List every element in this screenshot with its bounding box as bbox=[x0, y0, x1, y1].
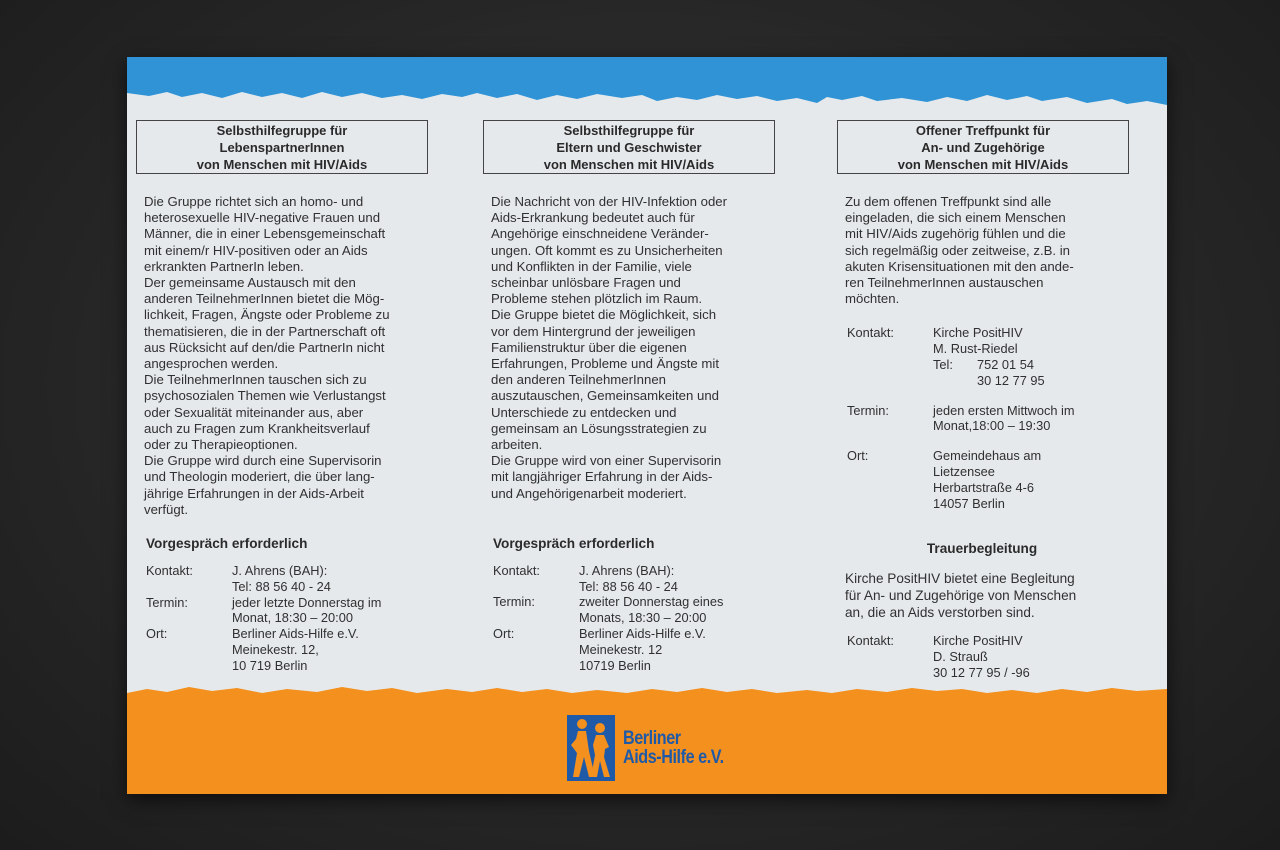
text-line: jährige Erfahrungen in der Aids-Arbeit bbox=[144, 485, 364, 501]
title-line: Selbsthilfegruppe für bbox=[216, 122, 348, 138]
kontakt-value bbox=[933, 633, 1133, 680]
column-lebenspartner bbox=[136, 120, 456, 674]
text-line: vor dem Hintergrund der jeweiligen bbox=[491, 323, 696, 339]
text-line: und Angehörigenarbeit moderiert. bbox=[491, 485, 687, 501]
logo-line: Berliner bbox=[623, 728, 681, 749]
text-line: scheinbar unlösbare Fragen und bbox=[491, 275, 681, 291]
ort-value bbox=[933, 448, 1133, 511]
text-line: arbeiten. bbox=[491, 437, 543, 453]
kontakt-value bbox=[933, 325, 1133, 388]
ort-label: Ort: bbox=[493, 626, 515, 642]
text-line: Angehörige einschneidene Veränder- bbox=[491, 226, 709, 242]
blue-top-band bbox=[127, 57, 1167, 117]
text-line: Kirche PositHIV bietet eine Begleitung bbox=[845, 571, 1075, 587]
text-line: gemeinsam an Lösungsstrategien zu bbox=[491, 420, 707, 436]
value-line: Kirche PositHIV bbox=[933, 325, 1023, 341]
ort-label: Ort: bbox=[847, 448, 869, 464]
text-line: mit einem/r HIV-positiven oder an Aids bbox=[144, 242, 368, 258]
title-line: Selbsthilfegruppe für bbox=[563, 122, 695, 138]
column-eltern bbox=[483, 120, 803, 673]
value-line: J. Ahrens (BAH): bbox=[232, 563, 328, 579]
subheading: Vorgespräch erforderlich bbox=[493, 535, 655, 551]
text-line: Die Gruppe wird durch eine Supervisorin bbox=[144, 453, 382, 469]
logo-text bbox=[623, 729, 724, 767]
value-line: D. Strauß bbox=[933, 649, 988, 665]
kontakt-label: Kontakt: bbox=[493, 562, 540, 578]
contact-details bbox=[847, 633, 1157, 680]
value-line: 30 12 77 95 / -96 bbox=[933, 664, 1030, 680]
tel-row bbox=[933, 357, 1133, 389]
value-line: zweiter Donnerstag eines bbox=[579, 594, 724, 610]
text-line: thematisieren, die in der Partnerschaft oft bbox=[144, 323, 386, 339]
tel-label: Tel: bbox=[933, 357, 953, 373]
text-line: Unterschiede zu entdecken und bbox=[491, 404, 677, 420]
kontakt-value bbox=[232, 563, 432, 595]
text-line: erkrankten PartnerIn leben. bbox=[144, 258, 304, 274]
trauer-text bbox=[845, 570, 1130, 621]
contact-details bbox=[847, 325, 1157, 511]
value-line: Berliner Aids-Hilfe e.V. bbox=[579, 626, 706, 642]
value-line: Tel: 88 56 40 - 24 bbox=[232, 578, 331, 594]
berliner-aids-hilfe-logo bbox=[567, 715, 742, 781]
text-line: anderen TeilnehmerInnen bietet die Mög- bbox=[144, 291, 385, 307]
column-title-box bbox=[483, 120, 775, 174]
text-line: oder Sexualität miteinander aus, aber bbox=[144, 404, 364, 420]
value-line: 10719 Berlin bbox=[579, 657, 651, 673]
text-line: verfügt. bbox=[144, 501, 188, 517]
text-line: den anderen TeilnehmerInnen bbox=[491, 372, 666, 388]
text-line: sich regelmäßig oder zeitweise, z.B. in bbox=[845, 242, 1071, 258]
termin-label: Termin: bbox=[493, 594, 535, 610]
text-line: mit langjähriger Erfahrung in der Aids- bbox=[491, 469, 713, 485]
text-line: Zu dem offenen Treffpunkt sind alle bbox=[845, 194, 1052, 209]
kontakt-label: Kontakt: bbox=[847, 325, 894, 341]
tel-value: 30 12 77 95 bbox=[977, 372, 1045, 388]
contact-details bbox=[146, 563, 456, 674]
text-line: Probleme stehen plötzlich im Raum. bbox=[491, 291, 703, 307]
text-line: und Konflikten in der Familie, viele bbox=[491, 258, 692, 274]
value-line: jeder letzte Donnerstag im bbox=[232, 594, 382, 610]
text-line: für An- und Zugehörige von Menschen bbox=[845, 588, 1077, 604]
value-line: 10 719 Berlin bbox=[232, 657, 308, 673]
kontakt-value bbox=[579, 563, 779, 595]
termin-value bbox=[232, 595, 432, 627]
contact-details bbox=[493, 563, 803, 674]
value-line: Lietzensee bbox=[933, 464, 995, 479]
column-treffpunkt bbox=[837, 120, 1157, 681]
text-line: mit HIV/Aids zugehörig fühlen und die bbox=[845, 226, 1066, 242]
text-line: und Theologin moderiert, die über lang- bbox=[144, 469, 375, 485]
value-line: Gemeindehaus am bbox=[933, 448, 1042, 464]
termin-label: Termin: bbox=[146, 594, 188, 610]
text-line: ungen. Oft kommt es zu Unsicherheiten bbox=[491, 242, 723, 258]
ort-value bbox=[232, 626, 432, 673]
title-line: LebenspartnerInnen bbox=[219, 139, 345, 155]
value-line: 14057 Berlin bbox=[933, 495, 1005, 511]
text-line: an, die an Aids verstorben sind. bbox=[845, 605, 1035, 621]
value-line: jeden ersten Mittwoch im bbox=[933, 402, 1075, 418]
termin-label: Termin: bbox=[847, 402, 889, 418]
text-line: Die Gruppe bietet die Möglichkeit, sich bbox=[491, 307, 717, 323]
text-line: heterosexuelle HIV-negative Frauen und bbox=[144, 210, 381, 226]
text-line: Der gemeinsame Austausch mit den bbox=[144, 275, 356, 291]
kontakt-label: Kontakt: bbox=[847, 633, 894, 649]
text-line: Erfahrungen, Probleme und Ängste mit bbox=[491, 356, 719, 372]
kontakt-label: Kontakt: bbox=[146, 563, 193, 579]
logo-figures-icon bbox=[567, 715, 615, 781]
flyer-sheet bbox=[127, 57, 1167, 794]
text-line: Die Gruppe wird von einer Supervisorin bbox=[491, 453, 722, 469]
value-line: Herbartstraße 4-6 bbox=[933, 479, 1034, 495]
ort-label: Ort: bbox=[146, 626, 168, 642]
value-line: M. Rust-Riedel bbox=[933, 341, 1018, 357]
tel-value: 752 01 54 bbox=[977, 357, 1034, 373]
text-line: auszutauschen, Gemeinsamkeiten und bbox=[491, 388, 719, 404]
title-line: von Menschen mit HIV/Aids bbox=[196, 156, 368, 172]
title-line: An- und Zugehörige bbox=[921, 139, 1045, 155]
text-line: eingeladen, die sich einem Menschen bbox=[845, 210, 1066, 226]
title-line: von Menschen mit HIV/Aids bbox=[543, 156, 715, 172]
subheading: Vorgespräch erforderlich bbox=[146, 536, 308, 552]
column-title-box bbox=[136, 120, 428, 174]
termin-value bbox=[579, 594, 779, 626]
ort-value bbox=[579, 626, 779, 673]
text-line: akuten Krisensituationen mit den ande- bbox=[845, 258, 1074, 274]
text-line: aus Rücksicht auf den/die PartnerIn nicht bbox=[144, 339, 385, 355]
text-line: Aids-Erkrankung bedeutet auch für bbox=[491, 210, 695, 226]
value-line: Meinekestr. 12 bbox=[579, 641, 663, 657]
text-line: angesprochen werden. bbox=[144, 356, 279, 372]
value-line: Monat,18:00 – 19:30 bbox=[933, 418, 1051, 434]
title-line: Eltern und Geschwister bbox=[556, 139, 702, 155]
title-line: von Menschen mit HIV/Aids bbox=[897, 156, 1069, 172]
text-line: möchten. bbox=[845, 291, 900, 307]
value-line: Monat, 18:30 – 20:00 bbox=[232, 610, 353, 626]
text-line: Die Nachricht von der HIV-Infektion oder bbox=[491, 194, 728, 209]
text-line: auch zu Fragen zum Krankheitsverlauf bbox=[144, 420, 370, 436]
value-line: Berliner Aids-Hilfe e.V. bbox=[232, 626, 359, 642]
logo-line: Aids-Hilfe e.V. bbox=[623, 747, 724, 768]
value-line: Meinekestr. 12, bbox=[232, 642, 319, 658]
description-text bbox=[491, 194, 776, 502]
text-line: psychosozialen Themen wie Verlustangst bbox=[144, 388, 386, 404]
text-line: Männer, die in einer Lebensgemeinschaft bbox=[144, 226, 386, 242]
text-line: Die Gruppe richtet sich an homo- und bbox=[144, 194, 364, 209]
subheading: Trauerbegleitung bbox=[926, 541, 1038, 557]
text-line: ren TeilnehmerInnen austauschen bbox=[845, 275, 1044, 291]
text-line: Die TeilnehmerInnen tauschen sich zu bbox=[144, 372, 367, 388]
column-title-box bbox=[837, 120, 1129, 174]
value-line: Tel: 88 56 40 - 24 bbox=[579, 578, 678, 594]
text-line: lichkeit, Fragen, Ängste oder Probleme zu bbox=[144, 307, 390, 323]
description-text bbox=[144, 194, 429, 518]
value-line: Monats, 18:30 – 20:00 bbox=[579, 610, 707, 626]
text-line: oder zu Therapieoptionen. bbox=[144, 437, 298, 453]
termin-value bbox=[933, 403, 1133, 435]
value-line: J. Ahrens (BAH): bbox=[579, 562, 675, 578]
value-line: Kirche PositHIV bbox=[933, 633, 1023, 649]
title-line: Offener Treffpunkt für bbox=[915, 122, 1051, 138]
text-line: Familienstruktur über die eigenen bbox=[491, 339, 687, 355]
description-text bbox=[845, 194, 1130, 307]
